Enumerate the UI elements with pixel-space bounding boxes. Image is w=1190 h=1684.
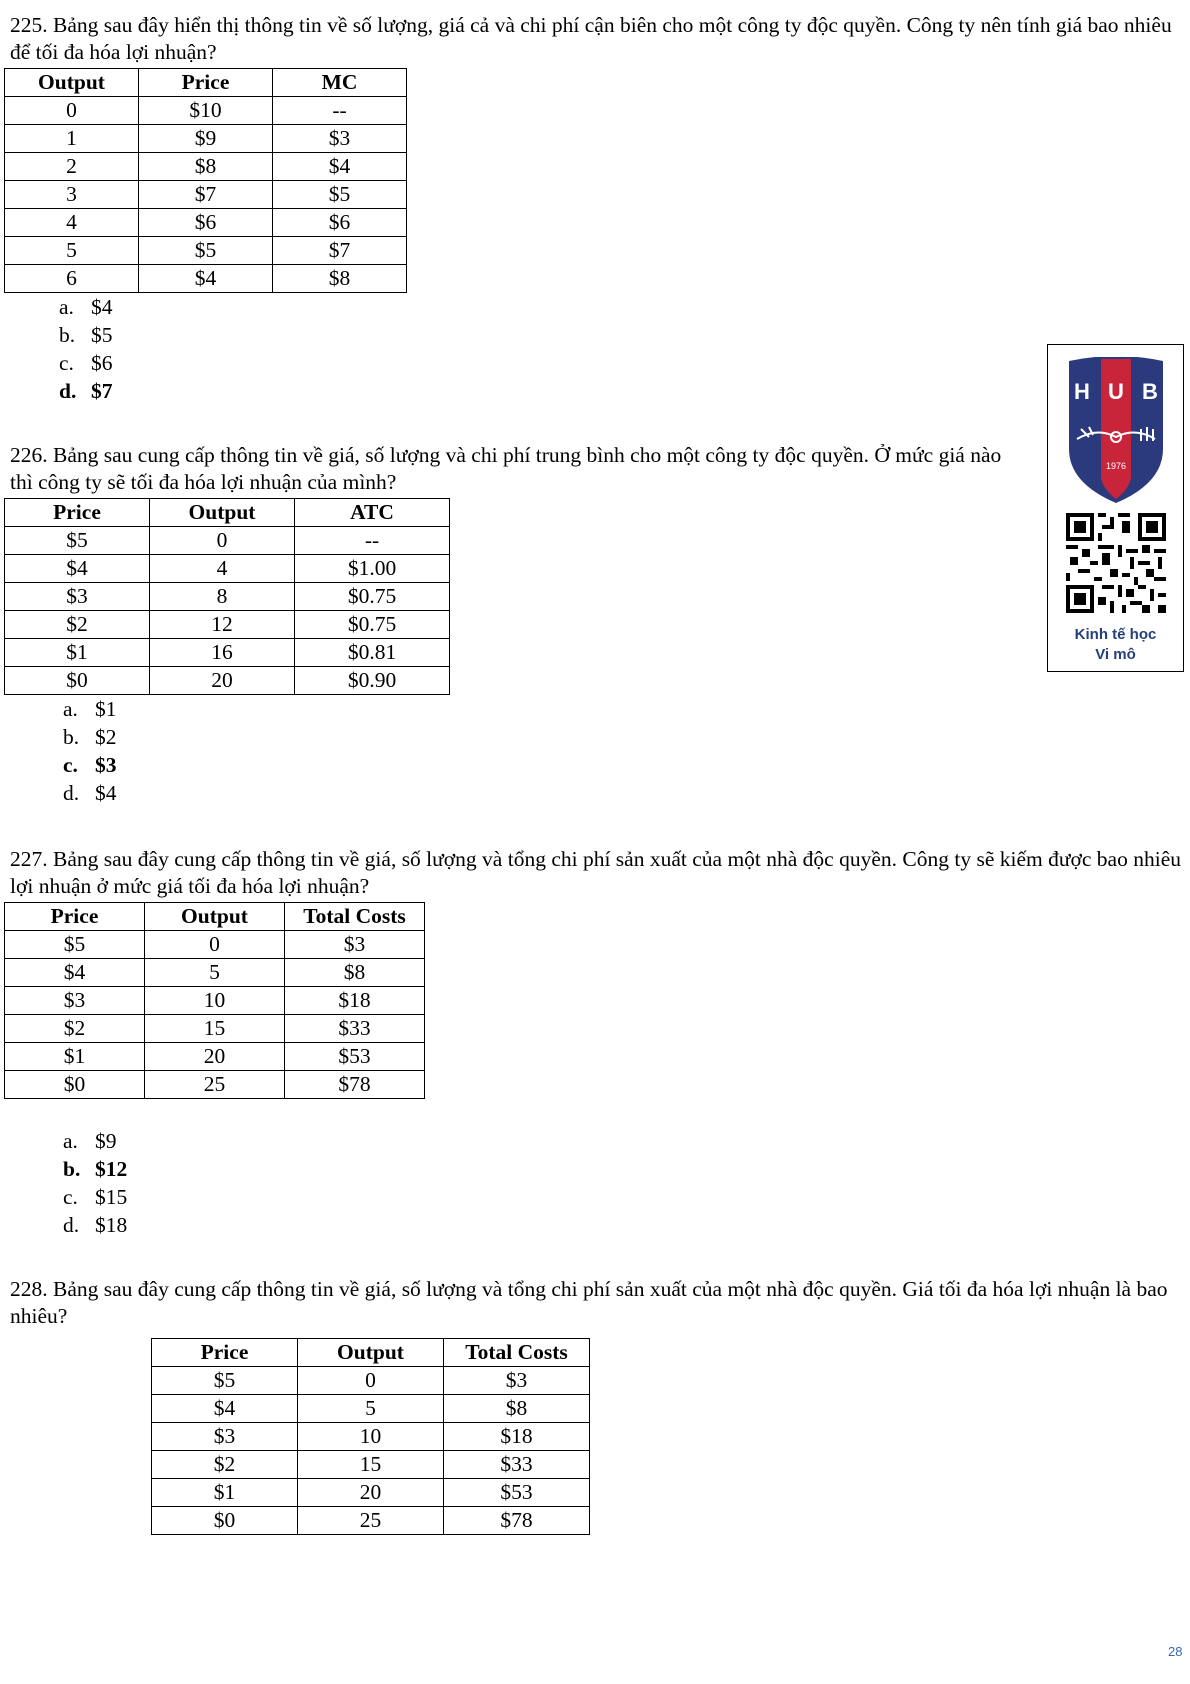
table-header-cell: Price — [5, 499, 150, 527]
table-row — [5, 125, 407, 153]
answer-options — [59, 293, 1185, 405]
option-text: $9 — [95, 1129, 117, 1153]
table-cell: $5 — [152, 1367, 298, 1395]
table-cell: $78 — [285, 1071, 425, 1099]
table-cell: $4 — [5, 959, 145, 987]
table-row — [5, 987, 425, 1015]
table-row — [5, 1043, 425, 1071]
question-226 — [10, 442, 1020, 807]
table-header-cell: ATC — [295, 499, 450, 527]
table-cell: $3 — [273, 125, 407, 153]
table-cell: $3 — [285, 931, 425, 959]
table-row — [152, 1367, 590, 1395]
table-cell: 16 — [150, 639, 295, 667]
table-cell: 4 — [5, 209, 139, 237]
table-row — [5, 97, 407, 125]
question-table — [4, 68, 407, 293]
table-row — [5, 237, 407, 265]
question-table — [151, 1338, 590, 1535]
option-text: $15 — [95, 1185, 128, 1209]
table-header-row — [5, 499, 450, 527]
table-cell: $4 — [273, 153, 407, 181]
question-table — [4, 902, 425, 1099]
option-text: $5 — [91, 323, 113, 347]
table-row — [5, 639, 450, 667]
option-letter: d. — [63, 781, 80, 805]
table-cell: 15 — [298, 1451, 444, 1479]
table-cell: $78 — [444, 1507, 590, 1535]
logo-caption-line2: Vi mô — [1095, 646, 1136, 663]
table-cell: $4 — [5, 555, 150, 583]
table-cell: $1 — [5, 639, 150, 667]
table-cell: $5 — [273, 181, 407, 209]
question-text: 228. Bảng sau đây cung cấp thông tin về giá, số lượng và tổng chi phí sản xuất của một nhà độc quyền. Giá tối đa hóa lợi nhuận là bao nhiêu? — [10, 1277, 1168, 1328]
answer-option-c[interactable] — [59, 349, 1185, 377]
answer-option-d-correct[interactable] — [59, 377, 1185, 405]
option-letter: b. — [63, 1157, 81, 1181]
table-cell: $33 — [444, 1451, 590, 1479]
option-letter: c. — [63, 753, 78, 777]
question-text: 227. Bảng sau đây cung cấp thông tin về giá, số lượng và tổng chi phí sản xuất của một nhà độc quyền. Công ty sẽ kiếm được bao nhiêu lợi nhuận ở mức giá tối đa hóa lợi nhuận? — [10, 847, 1181, 898]
option-text: $7 — [91, 379, 113, 403]
table-cell: 20 — [298, 1479, 444, 1507]
table-row — [5, 959, 425, 987]
table-cell: $7 — [273, 237, 407, 265]
table-header-cell: Output — [145, 903, 285, 931]
answer-option-b[interactable] — [63, 723, 1020, 751]
table-cell: 25 — [145, 1071, 285, 1099]
table-cell: 10 — [298, 1423, 444, 1451]
table-cell: $6 — [273, 209, 407, 237]
option-letter: b. — [63, 725, 80, 749]
table-cell: 25 — [298, 1507, 444, 1535]
option-letter: c. — [63, 1185, 78, 1209]
option-text: $4 — [91, 295, 113, 319]
question-table — [4, 498, 450, 695]
answer-option-c-correct[interactable] — [63, 751, 1020, 779]
logo-caption-line1: Kinh tế học — [1074, 626, 1157, 643]
table-cell: $1 — [152, 1479, 298, 1507]
table-cell: $5 — [5, 931, 145, 959]
answer-options — [63, 1127, 1185, 1239]
table-cell: 0 — [5, 97, 139, 125]
table-header-row — [5, 69, 407, 97]
table-cell: $7 — [139, 181, 273, 209]
table-cell: -- — [273, 97, 407, 125]
table-header-cell: Output — [5, 69, 139, 97]
table-row — [5, 931, 425, 959]
answer-option-a[interactable] — [63, 1127, 1185, 1155]
table-cell: 8 — [150, 583, 295, 611]
option-letter: a. — [63, 697, 78, 721]
table-cell: $8 — [273, 265, 407, 293]
answer-option-b[interactable] — [59, 321, 1185, 349]
table-cell: $33 — [285, 1015, 425, 1043]
table-row — [5, 153, 407, 181]
table-cell: $0 — [5, 667, 150, 695]
table-row — [152, 1479, 590, 1507]
table-cell: $3 — [5, 987, 145, 1015]
table-row — [5, 667, 450, 695]
table-cell: $3 — [152, 1423, 298, 1451]
option-text: $2 — [95, 725, 117, 749]
answer-option-d[interactable] — [63, 779, 1020, 807]
table-cell: 20 — [145, 1043, 285, 1071]
table-row — [152, 1423, 590, 1451]
hub-logo-card — [1047, 344, 1184, 672]
logo-year: 1976 — [1105, 461, 1127, 471]
table-row — [152, 1395, 590, 1423]
table-cell: $0.75 — [295, 583, 450, 611]
logo-letter-b: B — [1142, 379, 1158, 404]
answer-options — [63, 695, 1020, 807]
table-cell: $0 — [5, 1071, 145, 1099]
table-cell: $4 — [139, 265, 273, 293]
table-row — [5, 583, 450, 611]
question-text: 226. Bảng sau cung cấp thông tin về giá, số lượng và chi phí trung bình cho một công ty độc quyền. Ở mức giá nào thì công ty sẽ tối đa hóa lợi nhuận của mình? — [10, 443, 1002, 494]
question-227 — [10, 846, 1185, 1239]
option-text: $3 — [95, 753, 117, 777]
answer-option-b-correct[interactable] — [63, 1155, 1185, 1183]
table-cell: $9 — [139, 125, 273, 153]
option-letter: d. — [59, 379, 77, 403]
table-row — [5, 1015, 425, 1043]
table-header-row — [152, 1339, 590, 1367]
option-letter: a. — [63, 1129, 78, 1153]
table-cell: $53 — [285, 1043, 425, 1071]
table-cell: $1 — [5, 1043, 145, 1071]
table-cell: 10 — [145, 987, 285, 1015]
table-cell: $6 — [139, 209, 273, 237]
table-row — [5, 555, 450, 583]
table-cell: $3 — [5, 583, 150, 611]
table-cell: 1 — [5, 125, 139, 153]
table-cell: 0 — [298, 1367, 444, 1395]
table-cell: 6 — [5, 265, 139, 293]
table-cell: $2 — [5, 611, 150, 639]
table-header-cell: Price — [5, 903, 145, 931]
table-header-cell: Total Costs — [285, 903, 425, 931]
option-text: $6 — [91, 351, 113, 375]
table-cell: $18 — [285, 987, 425, 1015]
hub-shield-logo — [1067, 357, 1165, 505]
table-header-cell: Price — [139, 69, 273, 97]
table-cell: 0 — [150, 527, 295, 555]
table-header-cell: Price — [152, 1339, 298, 1367]
table-cell: $8 — [139, 153, 273, 181]
table-row — [152, 1507, 590, 1535]
option-text: $4 — [95, 781, 117, 805]
table-cell: 5 — [298, 1395, 444, 1423]
table-cell: 12 — [150, 611, 295, 639]
table-cell: $3 — [444, 1367, 590, 1395]
question-text: 225. Bảng sau đây hiển thị thông tin về số lượng, giá cả và chi phí cận biên cho một công ty độc quyền. Công ty nên tính giá bao nhiêu để tối đa hóa lợi nhuận? — [10, 13, 1172, 64]
table-cell: $10 — [139, 97, 273, 125]
option-text: $18 — [95, 1213, 128, 1237]
qr-code — [1066, 513, 1166, 613]
option-letter: c. — [59, 351, 74, 375]
table-cell: $53 — [444, 1479, 590, 1507]
table-cell: $0.75 — [295, 611, 450, 639]
table-header-cell: Output — [298, 1339, 444, 1367]
option-letter: d. — [63, 1213, 80, 1237]
table-header-row — [5, 903, 425, 931]
answer-option-a[interactable] — [59, 293, 1185, 321]
table-cell: $5 — [5, 527, 150, 555]
table-row — [5, 265, 407, 293]
table-cell: 5 — [145, 959, 285, 987]
option-text: $1 — [95, 697, 117, 721]
option-letter: b. — [59, 323, 76, 347]
table-row — [5, 1071, 425, 1099]
question-225 — [10, 12, 1185, 405]
table-cell: 2 — [5, 153, 139, 181]
answer-option-c[interactable] — [63, 1183, 1185, 1211]
table-cell: $1.00 — [295, 555, 450, 583]
table-cell: -- — [295, 527, 450, 555]
table-cell: $0.90 — [295, 667, 450, 695]
table-cell: $5 — [139, 237, 273, 265]
table-cell: $2 — [5, 1015, 145, 1043]
table-cell: $0 — [152, 1507, 298, 1535]
page-number: 28 — [1168, 1644, 1183, 1659]
table-cell: $8 — [444, 1395, 590, 1423]
table-header-cell: Total Costs — [444, 1339, 590, 1367]
table-header-cell: MC — [273, 69, 407, 97]
table-row — [5, 181, 407, 209]
table-cell: 0 — [145, 931, 285, 959]
answer-option-d[interactable] — [63, 1211, 1185, 1239]
question-228 — [10, 1276, 1185, 1535]
logo-letter-h: H — [1074, 379, 1090, 404]
table-cell: $2 — [152, 1451, 298, 1479]
table-cell: 3 — [5, 181, 139, 209]
table-cell: 4 — [150, 555, 295, 583]
logo-letter-u: U — [1108, 379, 1124, 404]
table-header-cell: Output — [150, 499, 295, 527]
table-cell: 5 — [5, 237, 139, 265]
table-cell: $4 — [152, 1395, 298, 1423]
option-letter: a. — [59, 295, 74, 319]
table-row — [5, 209, 407, 237]
table-cell: 20 — [150, 667, 295, 695]
table-row — [5, 611, 450, 639]
table-cell: $0.81 — [295, 639, 450, 667]
table-cell: $8 — [285, 959, 425, 987]
answer-option-a[interactable] — [63, 695, 1020, 723]
option-text: $12 — [95, 1157, 128, 1181]
table-cell: 15 — [145, 1015, 285, 1043]
table-row — [152, 1451, 590, 1479]
table-row — [5, 527, 450, 555]
table-cell: $18 — [444, 1423, 590, 1451]
